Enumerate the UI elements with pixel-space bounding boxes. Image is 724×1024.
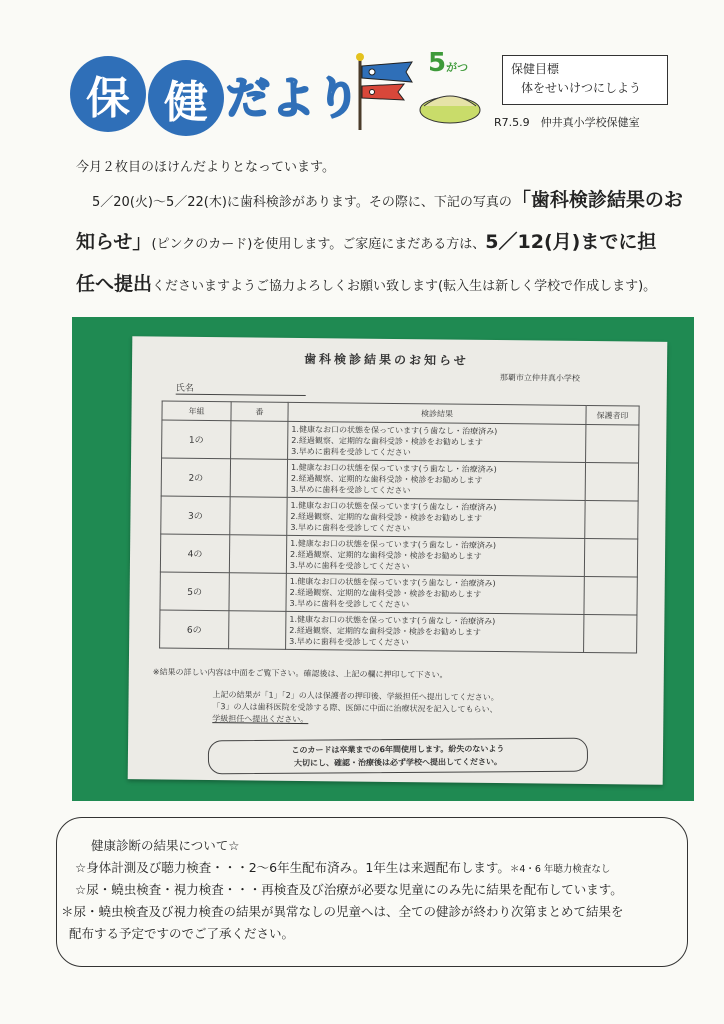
goal-text: 体をせいけつにしよう — [521, 81, 642, 95]
result-option: 2.経過観察、定期的な歯科受診・検診をお勧めします — [291, 435, 483, 447]
result-option: 3.早めに歯科を受診してください — [290, 484, 411, 496]
notice-heading: 健康診断の結果について☆ — [91, 838, 240, 853]
stamp-cell — [585, 462, 638, 501]
result-option: 3.早めに歯科を受診してください — [289, 560, 410, 572]
grade-cell: 3の — [161, 496, 230, 535]
grade-cell: 6の — [160, 610, 229, 649]
health-check-notice — [56, 817, 688, 967]
notice-item-3a: ＊尿・蟯虫検査及び視力検査の結果が異常なしの児童へは、全ての健診が終わり次第まとめて結果を — [61, 904, 624, 919]
notice-item-1: ☆身体計測及び聴力検査・・・2～6年生配布済み。1年生は来週配布します。＊4・6 年聴力検査なし — [75, 860, 611, 875]
result-option: 1.健康なお口の状態を保っています(う歯なし・治療済み) — [290, 538, 497, 551]
title-char-ho: 保 — [70, 56, 146, 132]
card-table-row — [162, 420, 639, 463]
date-school: R7.5.9 仲井真小学校保健室 — [494, 116, 640, 129]
grade-cell: 1の — [162, 420, 231, 459]
stamp-cell — [584, 576, 637, 615]
header-grade: 年組 — [162, 401, 231, 421]
number-cell — [229, 611, 286, 650]
card-table-row — [161, 496, 638, 539]
stamp-cell — [586, 424, 639, 463]
card-banner: このカードは卒業までの6年間使用します。紛失のないよう 大切にし、確認・治療後は必ず学校へ提出してください。 — [208, 738, 588, 775]
grade-cell: 4の — [160, 534, 229, 573]
title-dayori: だより — [226, 73, 361, 124]
paragraph-line-3: 任へ提出くださいますようご協力よろしくお願い致します(転入生は新しく学校で作成します)。 — [76, 273, 657, 295]
number-cell — [229, 535, 286, 574]
card-note: ※結果の詳しい内容は中面をご覧下さい。確認後は、上記の欄に押印して下さい。 — [152, 667, 448, 680]
stamp-cell — [585, 500, 638, 539]
paragraph-line-2: 知らせ」(ピンクのカード)を使用します。ご家庭にまだある方は、5／12(月)までに担 — [76, 231, 657, 253]
koinobori-icon — [352, 52, 492, 132]
dental-result-card — [128, 336, 668, 785]
header-stamp: 保護者印 — [586, 405, 639, 425]
card-table-row — [160, 610, 637, 653]
result-option: 2.経過観察、定期的な歯科受診・検診をお勧めします — [290, 511, 483, 523]
result-option: 2.経過観察、定期的な歯科受診・検診をお勧めします — [290, 473, 483, 485]
result-option: 1.健康なお口の状態を保っています(う歯なし・治療済み) — [291, 424, 498, 437]
result-option: 1.健康なお口の状態を保っています(う歯なし・治療済み) — [290, 500, 497, 513]
grade-cell: 2の — [161, 458, 230, 497]
result-options-cell — [288, 421, 586, 462]
notice-item-3b: 配布する予定ですのでご了承ください。 — [69, 926, 295, 941]
result-option: 3.早めに歯科を受診してください — [289, 598, 410, 610]
result-option: 1.健康なお口の状態を保っています(う歯なし・治療済み) — [289, 576, 496, 589]
month-badge: 5がつ — [428, 48, 469, 78]
card-photo — [72, 317, 694, 801]
number-cell — [231, 421, 288, 460]
result-option: 3.早めに歯科を受診してください — [291, 446, 411, 458]
result-options-cell — [287, 497, 585, 538]
paragraph-line-1: 5／20(火)～5／22(木)に歯科検診があります。その際に、下記の写真の「歯科検診結果のお — [92, 189, 683, 211]
result-option: 1.健康なお口の状態を保っています(う歯なし・治療済み) — [290, 462, 497, 475]
card-school: 那覇市立仲井真小学校 — [499, 373, 580, 383]
result-options-cell — [286, 611, 584, 652]
number-cell — [229, 573, 286, 612]
card-table-row — [161, 458, 638, 501]
result-option: 3.早めに歯科を受診してください — [289, 636, 409, 648]
card-title: 歯科検診結果のお知らせ — [304, 352, 469, 368]
title-char-ken: 健 — [148, 60, 224, 136]
result-option: 2.経過観察、定期的な歯科受診・検診をお勧めします — [289, 625, 481, 637]
result-option: 3.早めに歯科を受診してください — [290, 522, 411, 534]
header-result: 検診結果 — [288, 402, 586, 424]
card-name-label: 氏名 — [176, 381, 306, 396]
number-cell — [230, 459, 287, 498]
grade-cell: 5の — [160, 572, 229, 611]
result-options-cell — [287, 459, 585, 500]
result-option: 2.経過観察、定期的な歯科受診・検診をお勧めします — [289, 587, 482, 599]
result-option: 1.健康なお口の状態を保っています(う歯なし・治療済み) — [289, 614, 496, 627]
number-cell — [230, 497, 287, 536]
stamp-cell — [584, 614, 637, 653]
header-number: 番 — [231, 402, 288, 422]
intro-text: 今月２枚目のほけんだよりとなっています。 — [76, 160, 335, 175]
stamp-cell — [584, 538, 637, 577]
result-options-cell — [286, 535, 584, 576]
result-options-cell — [286, 573, 584, 614]
notice-item-2: ☆尿・蟯虫検査・視力検査・・・再検査及び治療が必要な児童にのみ先に結果を配布しています。 — [75, 882, 623, 897]
goal-label: 保健目標 — [511, 62, 560, 76]
health-goal-box — [502, 55, 668, 105]
card-table — [159, 401, 640, 654]
card-table-row — [160, 534, 637, 577]
result-option: 2.経過観察、定期的な歯科受診・検診をお勧めします — [290, 549, 482, 561]
card-table-row — [160, 572, 637, 615]
card-instructions: 上記の結果が「1」「2」の人は保護者の押印後、学級担任へ提出してください。 「3」の人は歯科医院を受診する際、医師に中面に治療状況を記入してもらい、 学級担任へ提出ください。 — [212, 690, 499, 725]
